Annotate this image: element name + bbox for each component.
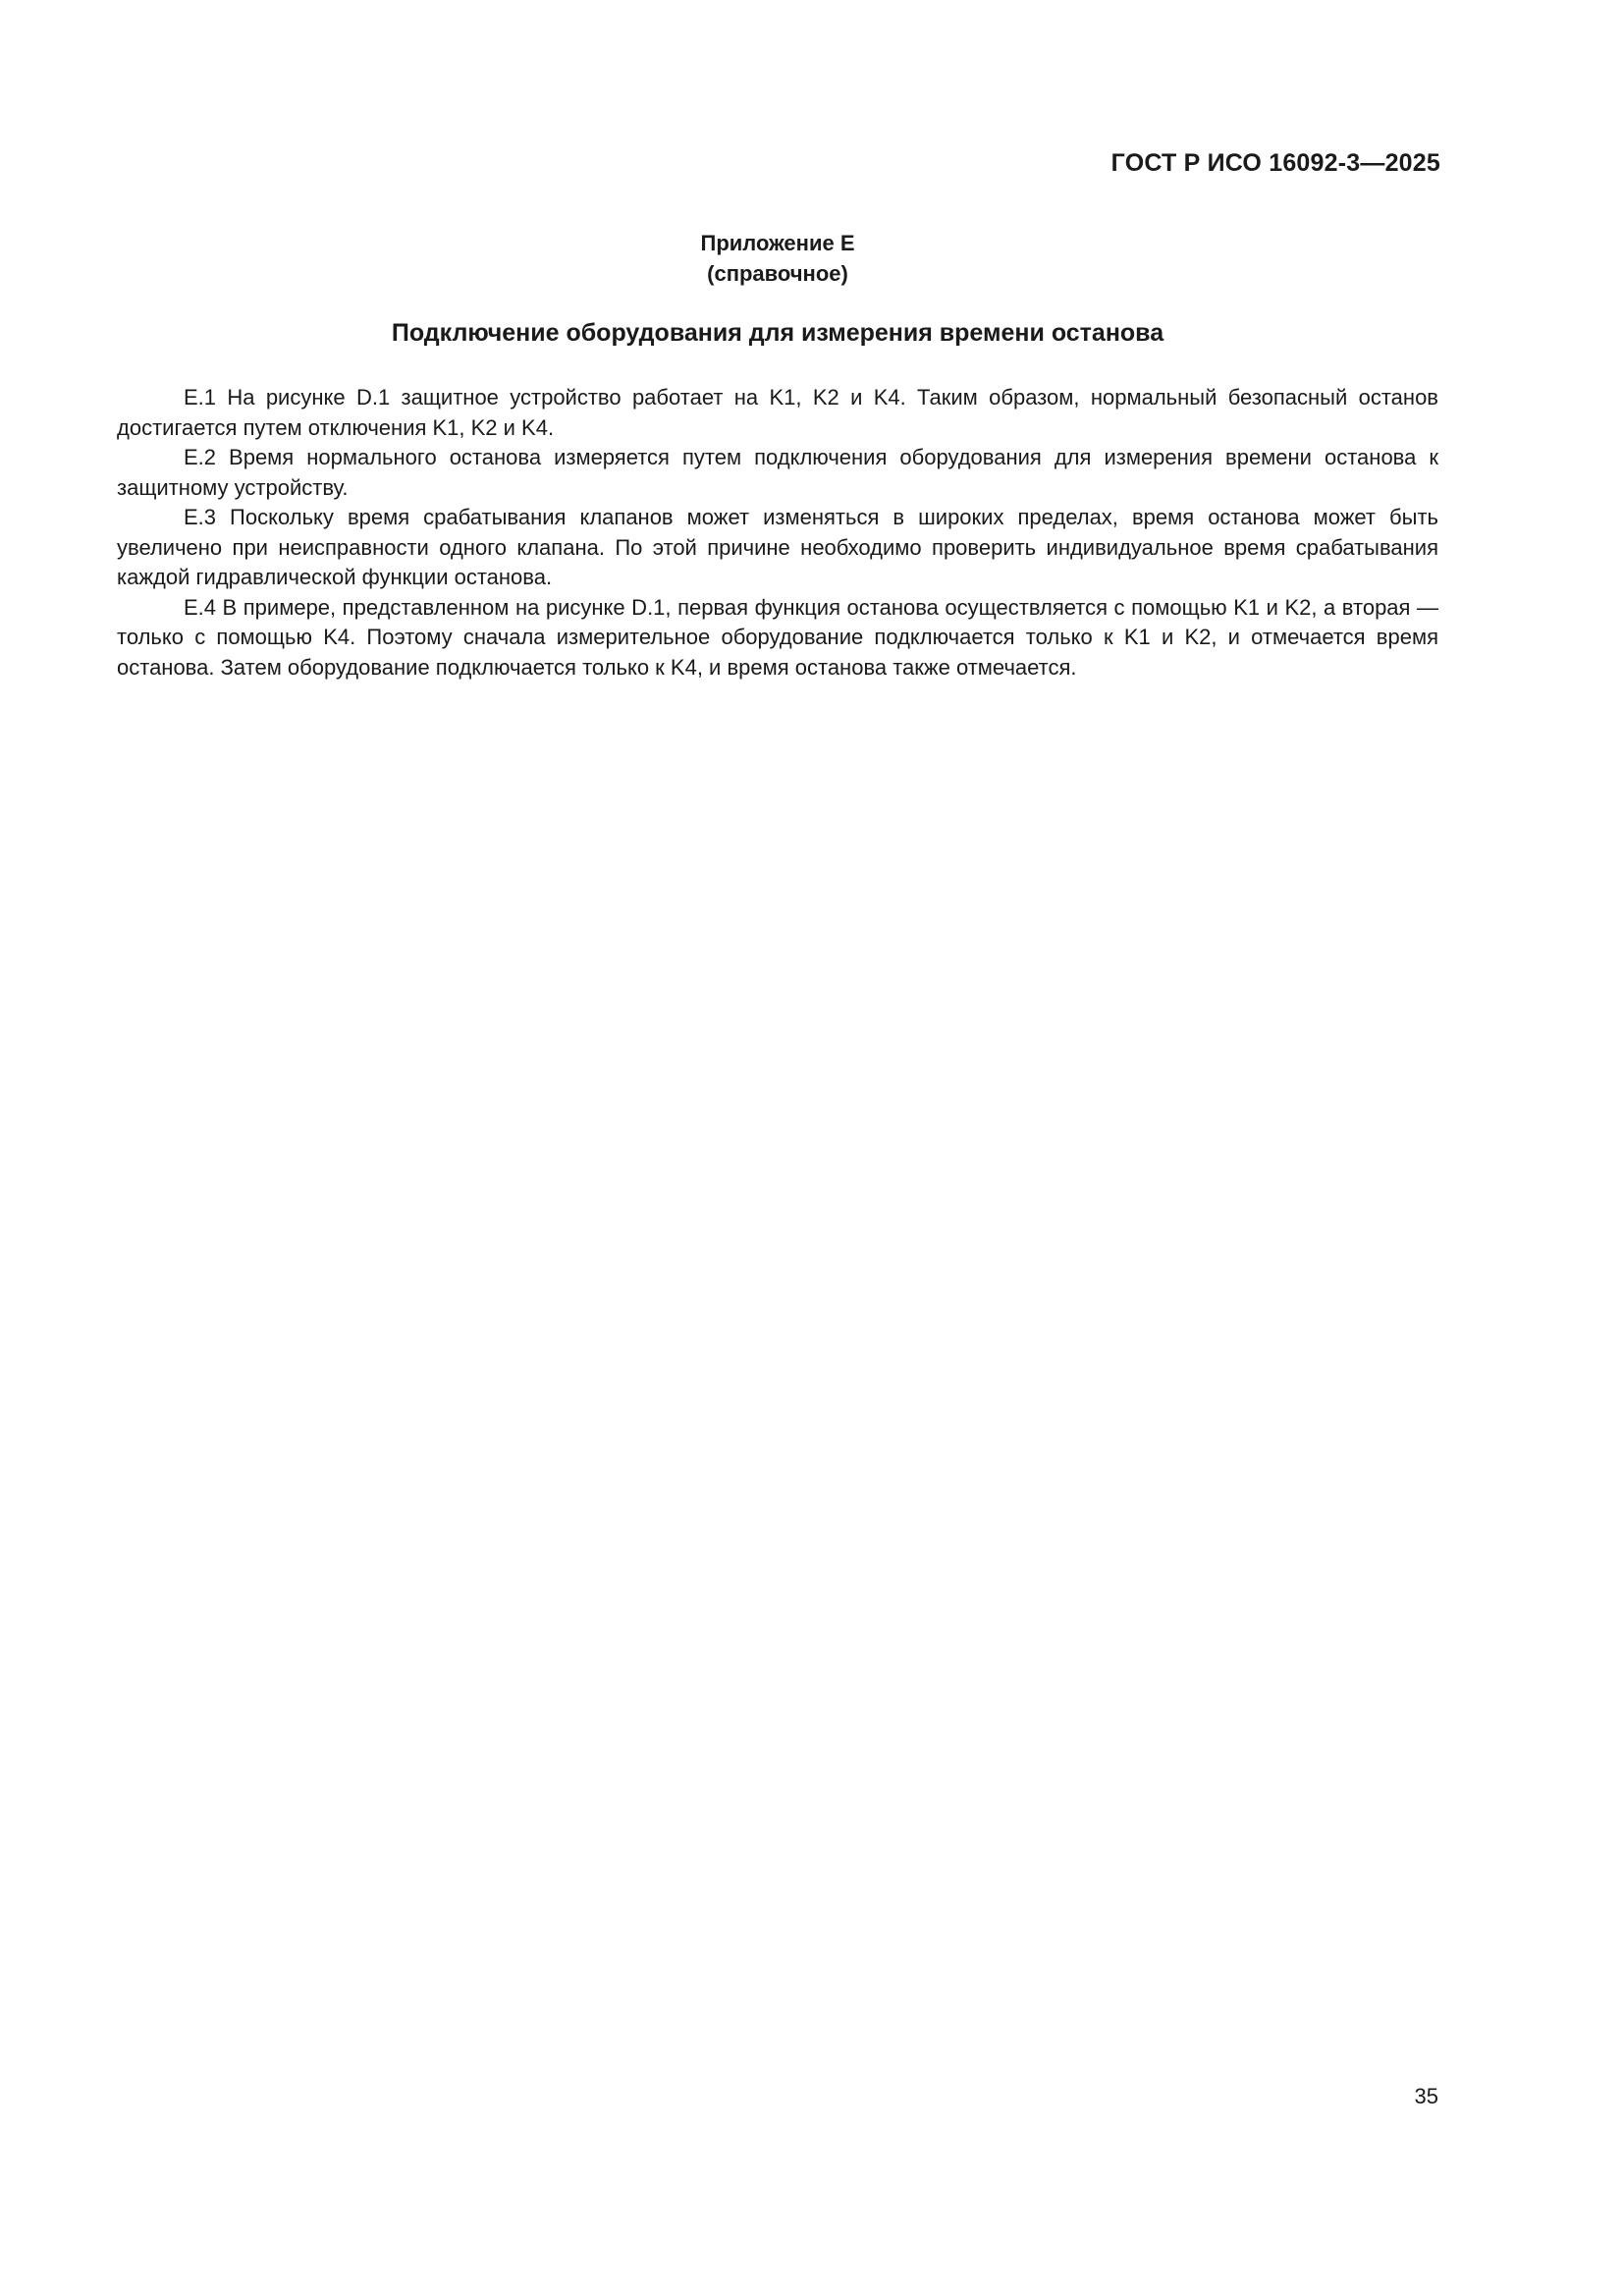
body-text xyxy=(117,383,1438,683)
annex-title: Приложение Е xyxy=(700,231,855,255)
page-number: 35 xyxy=(1414,2084,1438,2108)
document-code: ГОСТ Р ИСО 16092-3—2025 xyxy=(1110,149,1440,177)
annex-title-block xyxy=(0,228,1555,289)
paragraph-e4: Е.4 В примере, представленном на рисунке D.1, первая функция останова осуществляется с помощью K1 и K2, а вторая — только с помощью K4. Поэтому сначала измерительное оборудование подключается только к K1 и K2, и отмечается время останова. Затем оборудование подключается только к K4, и время останова также отмечается. xyxy=(117,594,1438,680)
section-heading: Подключение оборудования для измерения времени останова xyxy=(391,319,1164,347)
annex-status: (справочное) xyxy=(707,261,848,286)
paragraph-e1: Е.1 На рисунке D.1 защитное устройство работает на K1, K2 и K4. Таким образом, нормальный безопасный останов достигается путем отключения K1, K2 и K4. xyxy=(117,385,1438,440)
paragraph-e3: Е.3 Поскольку время срабатывания клапанов может изменяться в широких пределах, время останова может быть увеличено при неисправности одного клапана. По этой причине необходимо проверить индивидуальное время срабатывания каждой гидравлической функции останова. xyxy=(117,505,1438,589)
paragraph-e2: Е.2 Время нормального останова измеряется путем подключения оборудования для измерения времени останова к защитному устройству. xyxy=(117,445,1438,500)
